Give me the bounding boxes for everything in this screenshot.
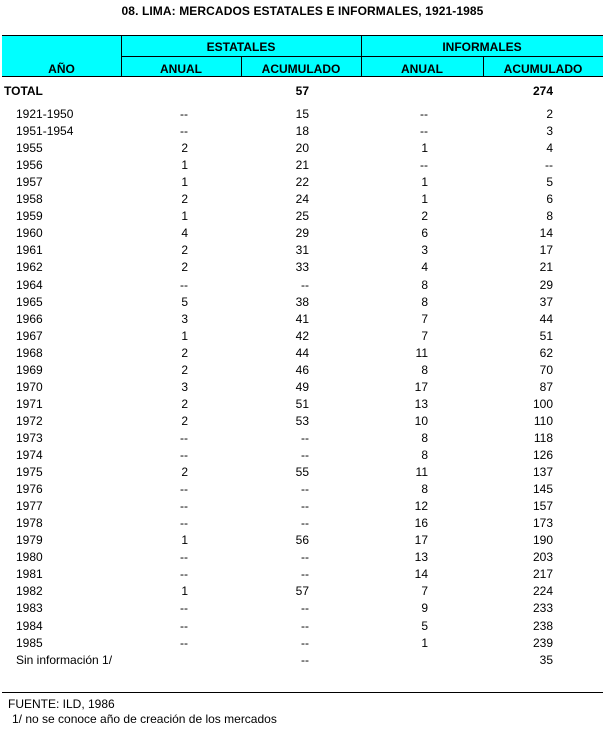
row-year: 1978 <box>16 516 43 531</box>
estatales-anual: -- <box>180 277 188 292</box>
estatales-acumulado: 53 <box>295 413 309 428</box>
total-row <box>0 84 605 101</box>
table-row <box>0 175 605 192</box>
estatales-acumulado: -- <box>301 601 309 616</box>
footer-divider <box>2 692 603 693</box>
estatales-anual: 1 <box>181 328 188 343</box>
header-year: AÑO <box>48 62 75 76</box>
informales-anual: 13 <box>414 550 428 565</box>
table-row <box>0 312 605 329</box>
header-informales-anual: ANUAL <box>401 62 443 76</box>
estatales-anual: 2 <box>181 243 188 258</box>
table-row <box>0 499 605 516</box>
estatales-acumulado: 24 <box>295 192 309 207</box>
row-year: 1976 <box>16 482 43 497</box>
header-divider <box>121 56 603 57</box>
row-year: 1969 <box>16 362 43 377</box>
informales-acumulado: 21 <box>539 260 553 275</box>
informales-acumulado: 173 <box>532 516 553 531</box>
estatales-acumulado: 51 <box>295 396 309 411</box>
informales-anual: 9 <box>421 601 428 616</box>
estatales-anual: 3 <box>181 379 188 394</box>
informales-acumulado: 145 <box>532 482 553 497</box>
table-row <box>0 209 605 226</box>
row-year: 1984 <box>16 618 43 633</box>
estatales-acumulado: 57 <box>295 584 309 599</box>
row-year: 1981 <box>16 567 43 582</box>
table-row <box>0 226 605 243</box>
informales-anual: 1 <box>421 141 428 156</box>
row-year: 1968 <box>16 345 43 360</box>
informales-anual: 11 <box>415 345 428 360</box>
row-year: 1955 <box>16 141 43 156</box>
informales-acumulado: 4 <box>546 141 553 156</box>
table-row <box>0 619 605 636</box>
estatales-anual: 5 <box>181 294 188 309</box>
informales-acumulado: -- <box>545 158 553 173</box>
table-row <box>0 295 605 312</box>
informales-acumulado: 217 <box>532 567 553 582</box>
table-row <box>0 431 605 448</box>
table-row <box>0 584 605 601</box>
table-row <box>0 636 605 653</box>
table-row <box>0 414 605 431</box>
informales-anual: 7 <box>421 328 428 343</box>
informales-acumulado: 14 <box>539 226 553 241</box>
informales-acumulado: 37 <box>539 294 553 309</box>
informales-acumulado: 100 <box>532 396 553 411</box>
estatales-acumulado: 18 <box>295 124 309 139</box>
header-estatales: ESTATALES <box>206 40 276 54</box>
informales-anual: 8 <box>421 277 428 292</box>
informales-acumulado: 6 <box>546 192 553 207</box>
estatales-acumulado: 41 <box>295 311 309 326</box>
informales-acumulado: 51 <box>539 328 553 343</box>
estatales-anual: 1 <box>181 158 188 173</box>
header-estatales-acumulado: ACUMULADO <box>261 62 341 76</box>
informales-acumulado: 203 <box>532 550 553 565</box>
estatales-anual: -- <box>180 567 188 582</box>
footnote: 1/ no se conoce año de creación de los mercados <box>12 712 277 726</box>
row-year: 1971 <box>16 396 43 411</box>
row-year: 1982 <box>16 584 43 599</box>
estatales-anual: -- <box>180 618 188 633</box>
informales-anual: 17 <box>414 533 428 548</box>
informales-anual: 8 <box>421 362 428 377</box>
table-row <box>0 141 605 158</box>
table-row <box>0 346 605 363</box>
estatales-acumulado: 15 <box>295 107 309 121</box>
informales-anual: 8 <box>421 448 428 462</box>
total-label: TOTAL <box>4 84 43 98</box>
informales-anual: 1 <box>421 175 428 190</box>
page-title: 08. LIMA: MERCADOS ESTATALES E INFORMALES, 1921-1985 <box>121 4 484 18</box>
table-row <box>0 158 605 175</box>
informales-acumulado: 224 <box>532 584 553 599</box>
row-year: 1985 <box>16 635 43 650</box>
row-year: 1962 <box>16 260 43 275</box>
informales-anual: 1 <box>421 635 428 650</box>
informales-acumulado: 29 <box>539 277 553 292</box>
informales-anual: 12 <box>414 499 428 514</box>
row-year: 1921-1950 <box>16 107 74 121</box>
informales-anual: 6 <box>421 226 428 241</box>
row-year: 1973 <box>16 430 43 445</box>
informales-acumulado: 157 <box>532 499 553 514</box>
estatales-anual: 2 <box>181 362 188 377</box>
estatales-anual: -- <box>180 482 188 497</box>
estatales-acumulado: -- <box>301 516 309 531</box>
estatales-acumulado: 49 <box>295 379 309 394</box>
estatales-anual: 2 <box>181 141 188 156</box>
table-row <box>0 124 605 141</box>
estatales-acumulado: 29 <box>295 226 309 241</box>
informales-acumulado: 118 <box>533 430 553 445</box>
informales-acumulado: 3 <box>546 124 553 139</box>
informales-anual: 16 <box>414 516 428 531</box>
estatales-acumulado: -- <box>301 567 309 582</box>
total-informales-acumulado: 274 <box>532 84 553 98</box>
informales-acumulado: 44 <box>539 311 553 326</box>
table-row <box>0 465 605 482</box>
table-row <box>0 192 605 209</box>
table-row <box>0 533 605 550</box>
estatales-anual: 2 <box>181 465 188 480</box>
row-year: 1960 <box>16 226 43 241</box>
informales-acumulado: 70 <box>539 362 553 377</box>
row-year: 1957 <box>16 175 43 190</box>
estatales-anual: -- <box>180 107 188 121</box>
table-row <box>0 516 605 533</box>
estatales-acumulado: -- <box>301 618 309 633</box>
estatales-anual: 2 <box>181 413 188 428</box>
informales-acumulado: 190 <box>532 533 553 548</box>
row-year: 1965 <box>16 294 43 309</box>
estatales-acumulado: 56 <box>295 533 309 548</box>
estatales-anual: 3 <box>181 311 188 326</box>
informales-anual: 11 <box>415 465 428 480</box>
row-year: 1958 <box>16 192 43 207</box>
estatales-acumulado: -- <box>301 448 309 462</box>
estatales-acumulado: -- <box>301 652 309 667</box>
estatales-anual: 2 <box>181 345 188 360</box>
informales-anual: 8 <box>421 482 428 497</box>
estatales-acumulado: 31 <box>295 243 309 258</box>
source-note: FUENTE: ILD, 1986 <box>8 697 115 711</box>
informales-anual: -- <box>420 124 428 139</box>
estatales-acumulado: 55 <box>295 465 309 480</box>
row-year: 1975 <box>16 465 43 480</box>
informales-anual: 17 <box>414 379 428 394</box>
informales-anual: 7 <box>421 584 428 599</box>
informales-anual: -- <box>420 107 428 121</box>
estatales-anual: -- <box>180 430 188 445</box>
informales-acumulado: 110 <box>533 413 553 428</box>
row-year: 1951-1954 <box>16 124 74 139</box>
table-row <box>0 567 605 584</box>
informales-acumulado: 5 <box>546 175 553 190</box>
table-row <box>0 380 605 397</box>
informales-anual: 3 <box>421 243 428 258</box>
informales-acumulado: 2 <box>546 107 553 121</box>
informales-anual: 4 <box>421 260 428 275</box>
table-row <box>0 482 605 499</box>
estatales-acumulado: -- <box>301 550 309 565</box>
header-informales-acumulado: ACUMULADO <box>503 62 583 76</box>
table-row <box>0 448 605 465</box>
row-year: Sin información 1/ <box>16 652 113 667</box>
informales-anual: 10 <box>414 413 428 428</box>
estatales-acumulado: -- <box>301 482 309 497</box>
informales-anual: 1 <box>421 192 428 207</box>
estatales-acumulado: 33 <box>295 260 309 275</box>
row-year: 1961 <box>16 243 43 258</box>
informales-anual: 8 <box>421 430 428 445</box>
estatales-anual: 1 <box>181 584 188 599</box>
informales-acumulado: 8 <box>546 209 553 224</box>
table-header <box>2 35 603 77</box>
estatales-anual: 4 <box>181 226 188 241</box>
row-year: 1964 <box>16 277 43 292</box>
table-row <box>0 260 605 277</box>
table-row <box>0 363 605 380</box>
informales-acumulado: 62 <box>539 345 553 360</box>
row-year: 1966 <box>16 311 43 326</box>
estatales-acumulado: 44 <box>295 345 309 360</box>
estatales-acumulado: 46 <box>295 362 309 377</box>
estatales-acumulado: 21 <box>295 158 309 173</box>
estatales-acumulado: -- <box>301 499 309 514</box>
table-row <box>0 397 605 414</box>
estatales-acumulado: 22 <box>295 175 309 190</box>
row-year: 1967 <box>16 328 43 343</box>
estatales-anual: 2 <box>181 260 188 275</box>
estatales-anual: 1 <box>181 175 188 190</box>
table-row <box>0 243 605 260</box>
estatales-anual: 2 <box>181 396 188 411</box>
informales-acumulado: 137 <box>532 465 553 480</box>
informales-anual: 7 <box>421 311 428 326</box>
informales-acumulado: 17 <box>539 243 553 258</box>
estatales-anual: -- <box>180 550 188 565</box>
estatales-anual: 1 <box>181 209 188 224</box>
table-row <box>0 550 605 567</box>
table-row <box>0 107 605 124</box>
informales-anual: 2 <box>421 209 428 224</box>
row-year: 1959 <box>16 209 43 224</box>
estatales-acumulado: -- <box>301 277 309 292</box>
informales-acumulado: 126 <box>532 448 553 462</box>
informales-acumulado: 87 <box>539 379 553 394</box>
informales-anual: 13 <box>414 396 428 411</box>
estatales-acumulado: 20 <box>295 141 309 156</box>
row-year: 1974 <box>16 448 43 462</box>
informales-anual: 8 <box>421 294 428 309</box>
informales-anual: -- <box>420 158 428 173</box>
table-row <box>0 601 605 618</box>
informales-acumulado: 233 <box>532 601 553 616</box>
row-year: 1970 <box>16 379 43 394</box>
informales-anual: 5 <box>421 618 428 633</box>
row-year: 1980 <box>16 550 43 565</box>
estatales-anual: -- <box>180 499 188 514</box>
estatales-anual: 2 <box>181 192 188 207</box>
row-year: 1977 <box>16 499 43 514</box>
estatales-anual: -- <box>180 601 188 616</box>
table-row <box>0 278 605 295</box>
table-row <box>0 329 605 346</box>
estatales-anual: -- <box>180 516 188 531</box>
estatales-anual: 1 <box>181 533 188 548</box>
estatales-acumulado: 38 <box>295 294 309 309</box>
estatales-acumulado: -- <box>301 635 309 650</box>
estatales-acumulado: -- <box>301 430 309 445</box>
estatales-acumulado: 42 <box>295 328 309 343</box>
estatales-anual: -- <box>180 124 188 139</box>
estatales-anual: -- <box>180 448 188 462</box>
estatales-acumulado: 25 <box>295 209 309 224</box>
row-year: 1956 <box>16 158 43 173</box>
informales-acumulado: 238 <box>532 618 553 633</box>
informales-acumulado: 239 <box>532 635 553 650</box>
row-year: 1979 <box>16 533 43 548</box>
header-estatales-anual: ANUAL <box>160 62 202 76</box>
header-informales: INFORMALES <box>442 40 522 54</box>
total-estatales-acumulado: 57 <box>295 84 309 98</box>
informales-anual: 14 <box>414 567 428 582</box>
row-year: 1983 <box>16 601 43 616</box>
informales-acumulado: 35 <box>539 652 553 667</box>
estatales-anual: -- <box>180 635 188 650</box>
row-year: 1972 <box>16 413 43 428</box>
table-row <box>0 653 605 670</box>
